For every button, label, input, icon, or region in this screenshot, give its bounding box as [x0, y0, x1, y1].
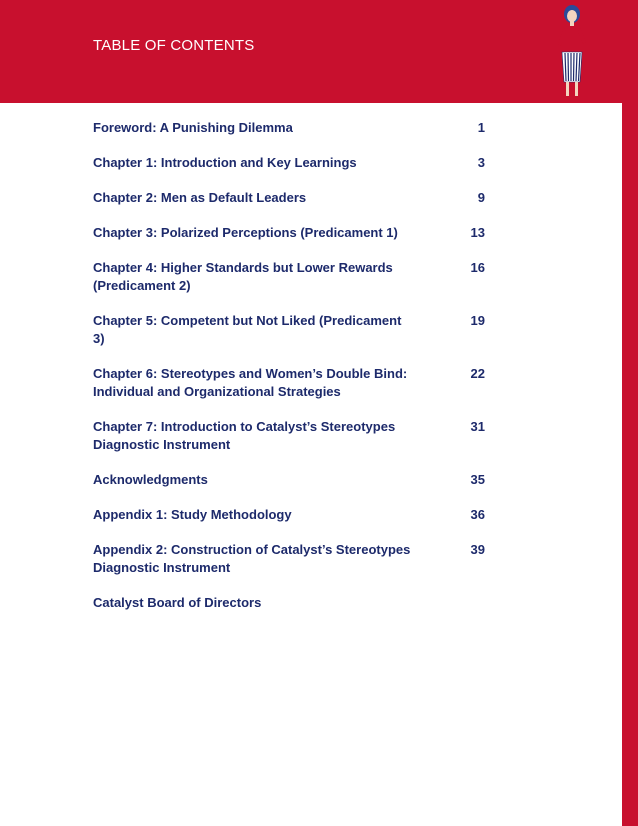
toc-entry[interactable]	[93, 594, 485, 612]
toc-entry[interactable]	[93, 506, 485, 524]
toc-entry[interactable]	[93, 541, 485, 577]
toc-entry-title: Chapter 4: Higher Standards but Lower Rewards (Predicament 2)	[93, 260, 393, 293]
toc-entry-title: Chapter 2: Men as Default Leaders	[93, 190, 307, 205]
toc-entry-title: Catalyst Board of Directors	[93, 595, 262, 610]
toc-entry-title: Chapter 5: Competent but Not Liked (Predicament 3)	[93, 313, 402, 346]
table-of-contents	[93, 119, 485, 629]
toc-entry-title: Appendix 1: Study Methodology	[93, 507, 292, 522]
toc-entry-page: 1	[477, 120, 485, 135]
toc-entry-page: 35	[470, 472, 485, 487]
right-edge-bar	[622, 103, 638, 826]
toc-entry[interactable]	[93, 312, 485, 348]
toc-entry-page: 9	[477, 190, 485, 205]
toc-entry-title: Chapter 1: Introduction and Key Learnings	[93, 155, 357, 170]
toc-entry-page: 19	[470, 313, 485, 328]
toc-entry[interactable]	[93, 154, 485, 172]
toc-entry[interactable]	[93, 418, 485, 454]
toc-entry-page: 16	[470, 260, 485, 275]
toc-entry-title: Chapter 7: Introduction to Catalyst’s Stereotypes Diagnostic Instrument	[93, 419, 396, 452]
toc-entry-title: Appendix 2: Construction of Catalyst’s Stereotypes Diagnostic Instrument	[93, 542, 411, 575]
toc-entry[interactable]	[93, 224, 485, 242]
page-title: TABLE OF CONTENTS	[93, 37, 255, 54]
toc-entry-title: Foreword: A Punishing Dilemma	[93, 120, 293, 135]
toc-entry-page: 36	[470, 507, 485, 522]
toc-entry-page: 22	[470, 366, 485, 381]
woman-illustration-icon	[550, 2, 596, 102]
toc-entry-page: 39	[470, 542, 485, 557]
toc-entry[interactable]	[93, 365, 485, 401]
toc-entry[interactable]	[93, 471, 485, 489]
toc-entry-page: 13	[470, 225, 485, 240]
toc-entry-page: 3	[477, 155, 485, 170]
toc-entry[interactable]	[93, 259, 485, 295]
toc-entry-title: Chapter 3: Polarized Perceptions (Predicament 1)	[93, 225, 398, 240]
header-banner	[0, 0, 638, 103]
toc-entry-page: 31	[470, 419, 485, 434]
toc-entry[interactable]	[93, 119, 485, 137]
toc-entry[interactable]	[93, 189, 485, 207]
toc-entry-title: Acknowledgments	[93, 472, 208, 487]
toc-entry-title: Chapter 6: Stereotypes and Women’s Double Bind: Individual and Organizational Strategies	[93, 366, 408, 399]
